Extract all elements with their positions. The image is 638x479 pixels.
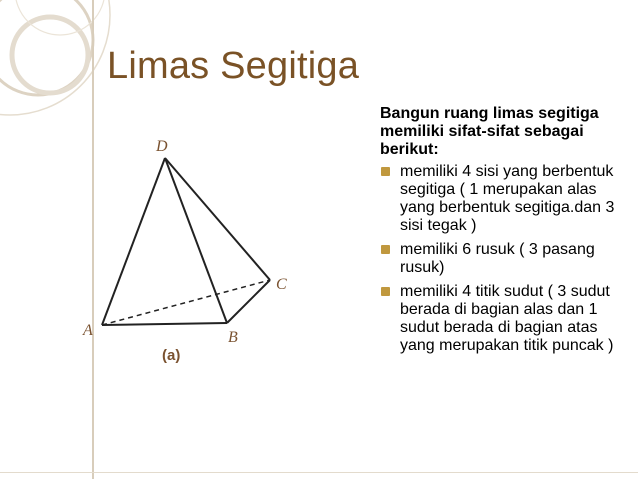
slide-title: Limas Segitiga bbox=[107, 45, 360, 87]
vertex-label-c: C bbox=[276, 276, 287, 293]
vertex-label-a: A bbox=[83, 322, 93, 339]
triangular-pyramid-figure bbox=[70, 120, 310, 370]
edge-dc bbox=[165, 158, 270, 280]
intro-text: Bangun ruang limas segitiga memiliki sifat-sifat sebagai berikut: bbox=[380, 105, 599, 158]
edge-ad bbox=[102, 158, 165, 325]
edge-bc bbox=[227, 280, 270, 323]
square-bullet-icon bbox=[381, 287, 390, 296]
edge-ac-hidden bbox=[102, 280, 270, 325]
bottom-divider bbox=[0, 472, 638, 473]
list-item-text: memiliki 4 sisi yang berbentuk segitiga ( 1 merupakan alas yang berbentuk segitiga.dan 3 sisi tegak ) bbox=[400, 163, 615, 234]
list-item bbox=[380, 241, 625, 277]
square-bullet-icon bbox=[381, 167, 390, 176]
list-item-text: memiliki 6 rusuk ( 3 pasang rusuk) bbox=[400, 241, 595, 276]
vertex-label-b: B bbox=[228, 329, 238, 346]
properties-text bbox=[380, 105, 625, 361]
square-bullet-icon bbox=[381, 245, 390, 254]
vertex-label-d: D bbox=[156, 138, 168, 155]
figure-caption: (a) bbox=[162, 347, 181, 364]
properties-list bbox=[380, 163, 625, 355]
ring-small bbox=[12, 17, 88, 93]
edge-db bbox=[165, 158, 227, 323]
list-item bbox=[380, 163, 625, 235]
list-item-text: memiliki 4 titik sudut ( 3 sudut berada di bagian alas dan 1 sudut berada di bagian atas yang merupakan titik puncak ) bbox=[400, 283, 614, 354]
list-item bbox=[380, 283, 625, 355]
edge-ab bbox=[102, 323, 227, 325]
